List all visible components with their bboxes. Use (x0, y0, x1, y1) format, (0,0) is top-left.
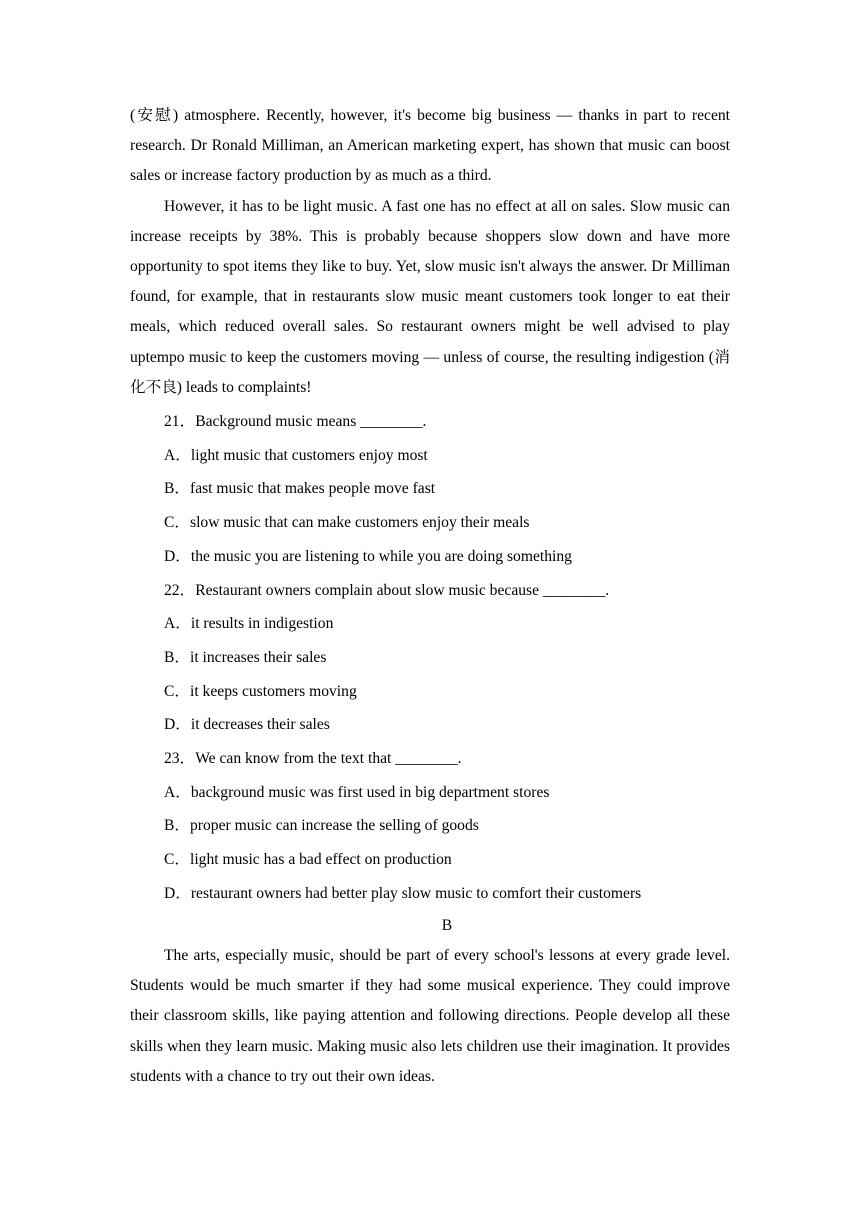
passage-b-paragraph-1: The arts, especially music, should be part of every school's lessons at every grade level. Students would be much smarter if they had some musical experience. They could improve their classroom skills, like paying attention and following directions. People develop all these skills when they learn music. Making music also lets children use their imagination. It provides students with a chance to try out their own ideas. (130, 947, 730, 1085)
question-21-option-a: A．light music that customers enjoy most (164, 446, 428, 464)
question-stem: 22．Restaurant owners complain about slow music because ________. (164, 581, 610, 599)
passage-a-paragraph-2: However, it has to be light music. A fast one has no effect at all on sales. Slow music can increase receipts by 38%. This is probably because shoppers slow down and have more opportunity to spot items they like to buy. Yet, slow music isn't always the answer. Dr Milliman found, for example, that in restaurants slow music meant customers took longer to eat their meals, which reduced overall sales. So restaurant owners might be well advised to play uptempo music to keep the customers moving — unless of course, the resulting indigestion (消化不良) leads to complaints! (130, 197, 730, 396)
question-21-option-b: B．fast music that makes people move fast (164, 480, 436, 498)
document-page (130, 101, 730, 1092)
passage-b-heading: B (441, 916, 453, 934)
question-21 (130, 405, 730, 574)
question-23 (130, 742, 730, 911)
passage-a-paragraph-1: (安慰) atmosphere. Recently, however, it's become big business — thanks in part to recent research. Dr Ronald Milliman, an American marketing expert, has shown that music can boost sales or increase factory production by as much as a third. (130, 107, 730, 185)
question-23-option-a: A．background music was first used in big department stores (164, 783, 550, 801)
question-23-option-d: D．restaurant owners had better play slow music to comfort their customers (164, 884, 642, 902)
question-21-option-c: C．slow music that can make customers enjoy their meals (164, 514, 530, 532)
question-22-option-b: B．it increases their sales (164, 648, 327, 666)
question-stem: 23．We can know from the text that ________. (164, 750, 462, 768)
question-22-option-c: C．it keeps customers moving (164, 682, 357, 700)
question-21-option-d: D．the music you are listening to while you are doing something (164, 547, 572, 565)
question-22-option-d: D．it decreases their sales (164, 716, 330, 734)
question-stem: 21．Background music means ________. (164, 413, 427, 431)
question-23-option-b: B．proper music can increase the selling of goods (164, 817, 479, 835)
question-22 (130, 574, 730, 743)
question-23-option-c: C．light music has a bad effect on production (164, 851, 452, 869)
question-22-option-a: A．it results in indigestion (164, 615, 334, 633)
